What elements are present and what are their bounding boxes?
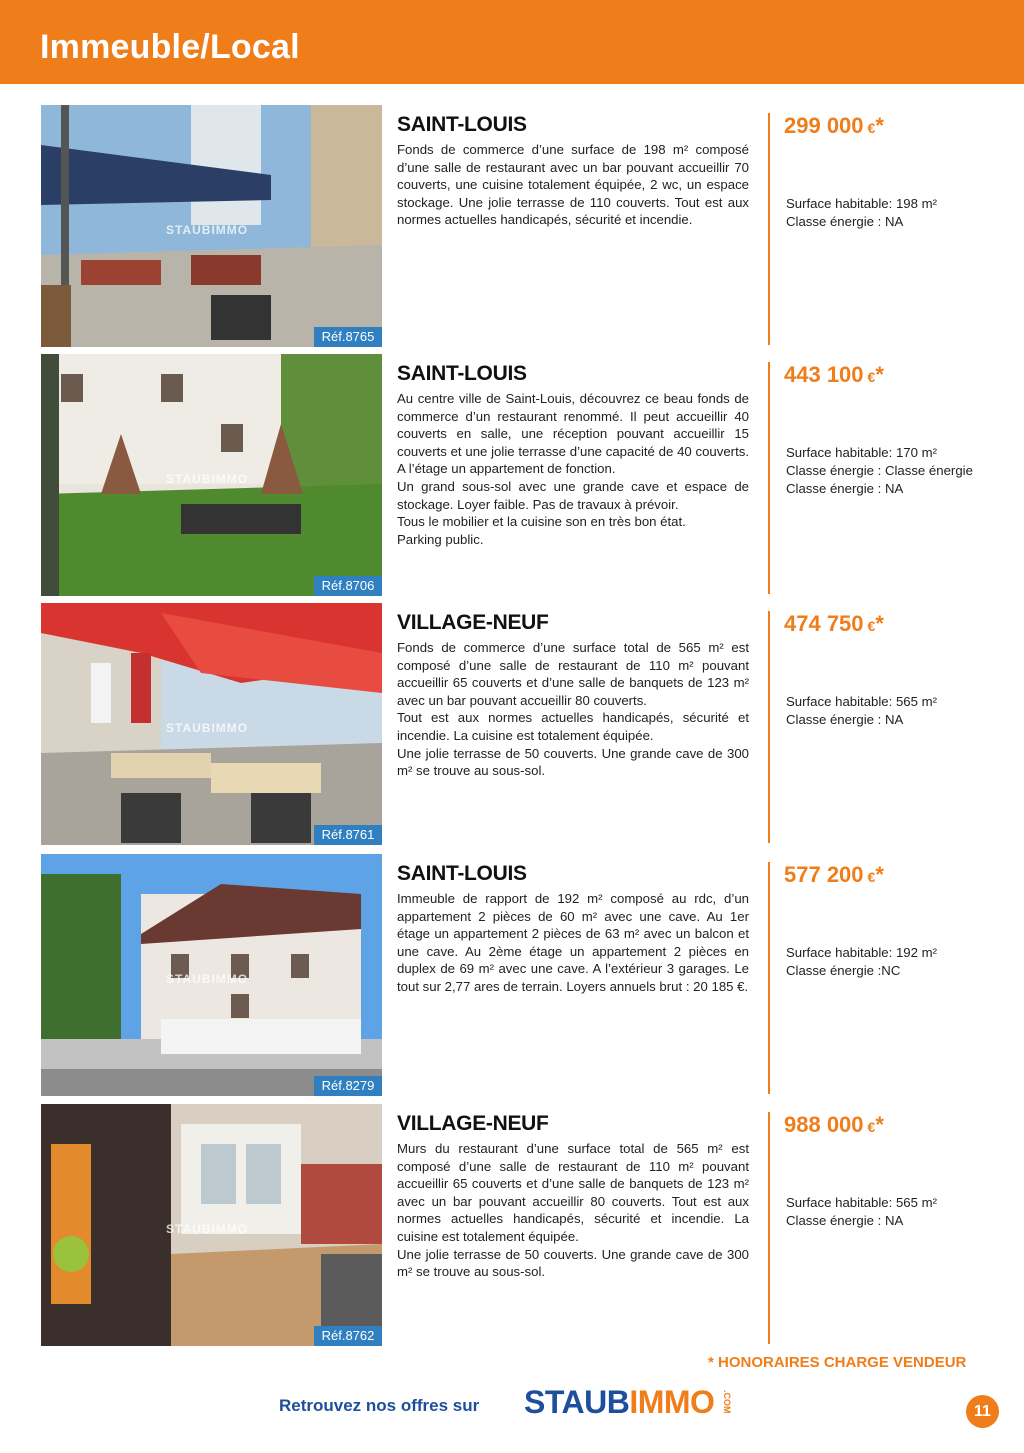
page-header: [0, 0, 1024, 84]
listing-card[interactable]: [0, 105, 1024, 347]
fees-note: * HONORAIRES CHARGE VENDEUR: [708, 1354, 967, 1371]
reference-badge: Réf.8765: [314, 327, 382, 347]
listing-specs: [786, 693, 991, 729]
listing-specs: [786, 944, 991, 980]
listing-price: [784, 113, 884, 139]
price-value: 443 100: [784, 362, 864, 387]
price-currency: €: [867, 1119, 876, 1135]
listing-photo[interactable]: [41, 354, 382, 596]
price-value: 474 750: [784, 611, 864, 636]
price-value: 577 200: [784, 862, 864, 887]
watermark-text: STAUBIMMO: [166, 472, 249, 486]
reference-badge: Réf.8279: [314, 1076, 382, 1096]
divider: [768, 611, 770, 843]
price-asterisk: *: [875, 1112, 884, 1137]
spec-energy: Classe énergie : Classe énergie: [786, 463, 973, 478]
listing-card[interactable]: [0, 603, 1024, 845]
listing-photo[interactable]: [41, 603, 382, 845]
listing-specs: [786, 1194, 991, 1230]
watermark-text: STAUBIMMO: [166, 721, 249, 735]
spec-surface: Surface habitable: 565 m²: [786, 1195, 938, 1210]
logo-dotcom: .COM: [722, 1390, 732, 1414]
footer-tagline: Retrouvez nos offres sur: [279, 1396, 480, 1415]
listing-price: [784, 362, 884, 388]
listing-city: SAINT-LOUIS: [397, 113, 527, 136]
reference-badge: Réf.8761: [314, 825, 382, 845]
listing-description: Fonds de commerce d’une surface total de 565 m² est composé d’une salle de restaurant de 110 m² pouvant accueillir 65 couverts et d’une salle de banquets de 123 m² avec un bar pouvant accueillir 80 couverts. Tout est aux normes actuelles handicapés, sécurité et incendie. La cuisine est totalement équipée. Une jolie terrasse de 50 couverts. Une grande cave de 300 m² se trouve au sous-sol.: [397, 640, 749, 779]
listing-card[interactable]: [0, 354, 1024, 596]
price-asterisk: *: [875, 611, 884, 636]
spec-surface: Surface habitable: 170 m²: [786, 445, 938, 460]
watermark-text: STAUBIMMO: [166, 1222, 249, 1236]
spec-energy: Classe énergie : NA: [786, 214, 904, 229]
spec-surface: Surface habitable: 192 m²: [786, 945, 938, 960]
page-title: Immeuble/Local: [40, 28, 300, 66]
spec-energy: Classe énergie :NC: [786, 963, 901, 978]
listing-specs: [786, 444, 991, 498]
listing-description: Fonds de commerce d’une surface de 198 m² composé d’une salle de restaurant avec un bar pouvant accueillir 70 couverts, une cuisine totalement équipée, 2 wc, un espace stockage. Une jolie terrasse de 110 couverts. Tout est aux normes actuelles handicapés, sécurité et incendie.: [397, 142, 749, 228]
divider: [768, 862, 770, 1094]
staubimmo-logo[interactable]: [524, 1384, 746, 1424]
price-asterisk: *: [875, 113, 884, 138]
watermark-text: STAUBIMMO: [166, 223, 249, 237]
listing-price: [784, 1112, 884, 1138]
listing-city: VILLAGE-NEUF: [397, 1112, 549, 1135]
listing-description: Au centre ville de Saint-Louis, découvrez ce beau fonds de commerce d’un restaurant renommé. Il peut accueillir 40 couverts en salle, une réception pouvant accueillir 15 couverts et une jolie terrasse d’une capacité de 40 couverts. A l’étage un appartement de fonction. Un grand sous-sol avec une grande cave et espace de stockage. Loyer faible. Pas de travaux à prévoir. Tous le mobilier et la cuisine son en très bon état. Parking public.: [397, 391, 749, 547]
logo-wordmark: [524, 1384, 714, 1421]
price-currency: €: [867, 369, 876, 385]
listing-photo[interactable]: [41, 105, 382, 347]
price-value: 988 000: [784, 1112, 864, 1137]
reference-badge: Réf.8762: [314, 1326, 382, 1346]
price-asterisk: *: [875, 862, 884, 887]
price-currency: €: [867, 120, 876, 136]
spec-energy: Classe énergie : NA: [786, 481, 904, 496]
listing-description: Murs du restaurant d’une surface total de 565 m² est composé d’une salle de restaurant de 110 m² pouvant accueillir 65 couverts et d’une salle de banquets de 123 m² avec un bar pouvant accueillir 80 couverts. Tout est aux normes actuelles handicapés, sécurité et incendie. La cuisine est totalement équipée. Une jolie terrasse de 50 couverts. Une grande cave de 300 m² se trouve au sous-sol.: [397, 1141, 749, 1280]
price-currency: €: [867, 618, 876, 634]
listing-specs: [786, 195, 991, 231]
listing-card[interactable]: [0, 854, 1024, 1096]
spec-energy: Classe énergie : NA: [786, 712, 904, 727]
listing-city: VILLAGE-NEUF: [397, 611, 549, 634]
listing-card[interactable]: [0, 1104, 1024, 1346]
listing-price: [784, 862, 884, 888]
listing-price: [784, 611, 884, 637]
price-currency: €: [867, 869, 876, 885]
spec-energy: Classe énergie : NA: [786, 1213, 904, 1228]
logo-part-staub: STAUB: [524, 1384, 630, 1420]
listing-photo[interactable]: [41, 854, 382, 1096]
watermark-text: STAUBIMMO: [166, 972, 249, 986]
reference-badge: Réf.8706: [314, 576, 382, 596]
spec-surface: Surface habitable: 198 m²: [786, 196, 938, 211]
listing-city: SAINT-LOUIS: [397, 862, 527, 885]
price-asterisk: *: [875, 362, 884, 387]
listing-description: Immeuble de rapport de 192 m² composé au rdc, d’un appartement 2 pièces de 60 m² avec une cave. Au 1er étage un appartement 2 pièces de 63 m² avec un balcon et une cave. Au 2ème étage un appartement 2 pièces en duplex de 69 m² avec une cave. A l’extérieur 3 garages. Le tout sur 2,77 ares de terrain. Loyers annuels brut : 20 185 €.: [397, 891, 749, 994]
price-value: 299 000: [784, 113, 864, 138]
divider: [768, 1112, 770, 1344]
page-number: 11: [966, 1395, 999, 1428]
divider: [768, 362, 770, 594]
listing-city: SAINT-LOUIS: [397, 362, 527, 385]
listing-photo[interactable]: [41, 1104, 382, 1346]
spec-surface: Surface habitable: 565 m²: [786, 694, 938, 709]
logo-part-immo: IMMO: [629, 1384, 715, 1420]
divider: [768, 113, 770, 345]
